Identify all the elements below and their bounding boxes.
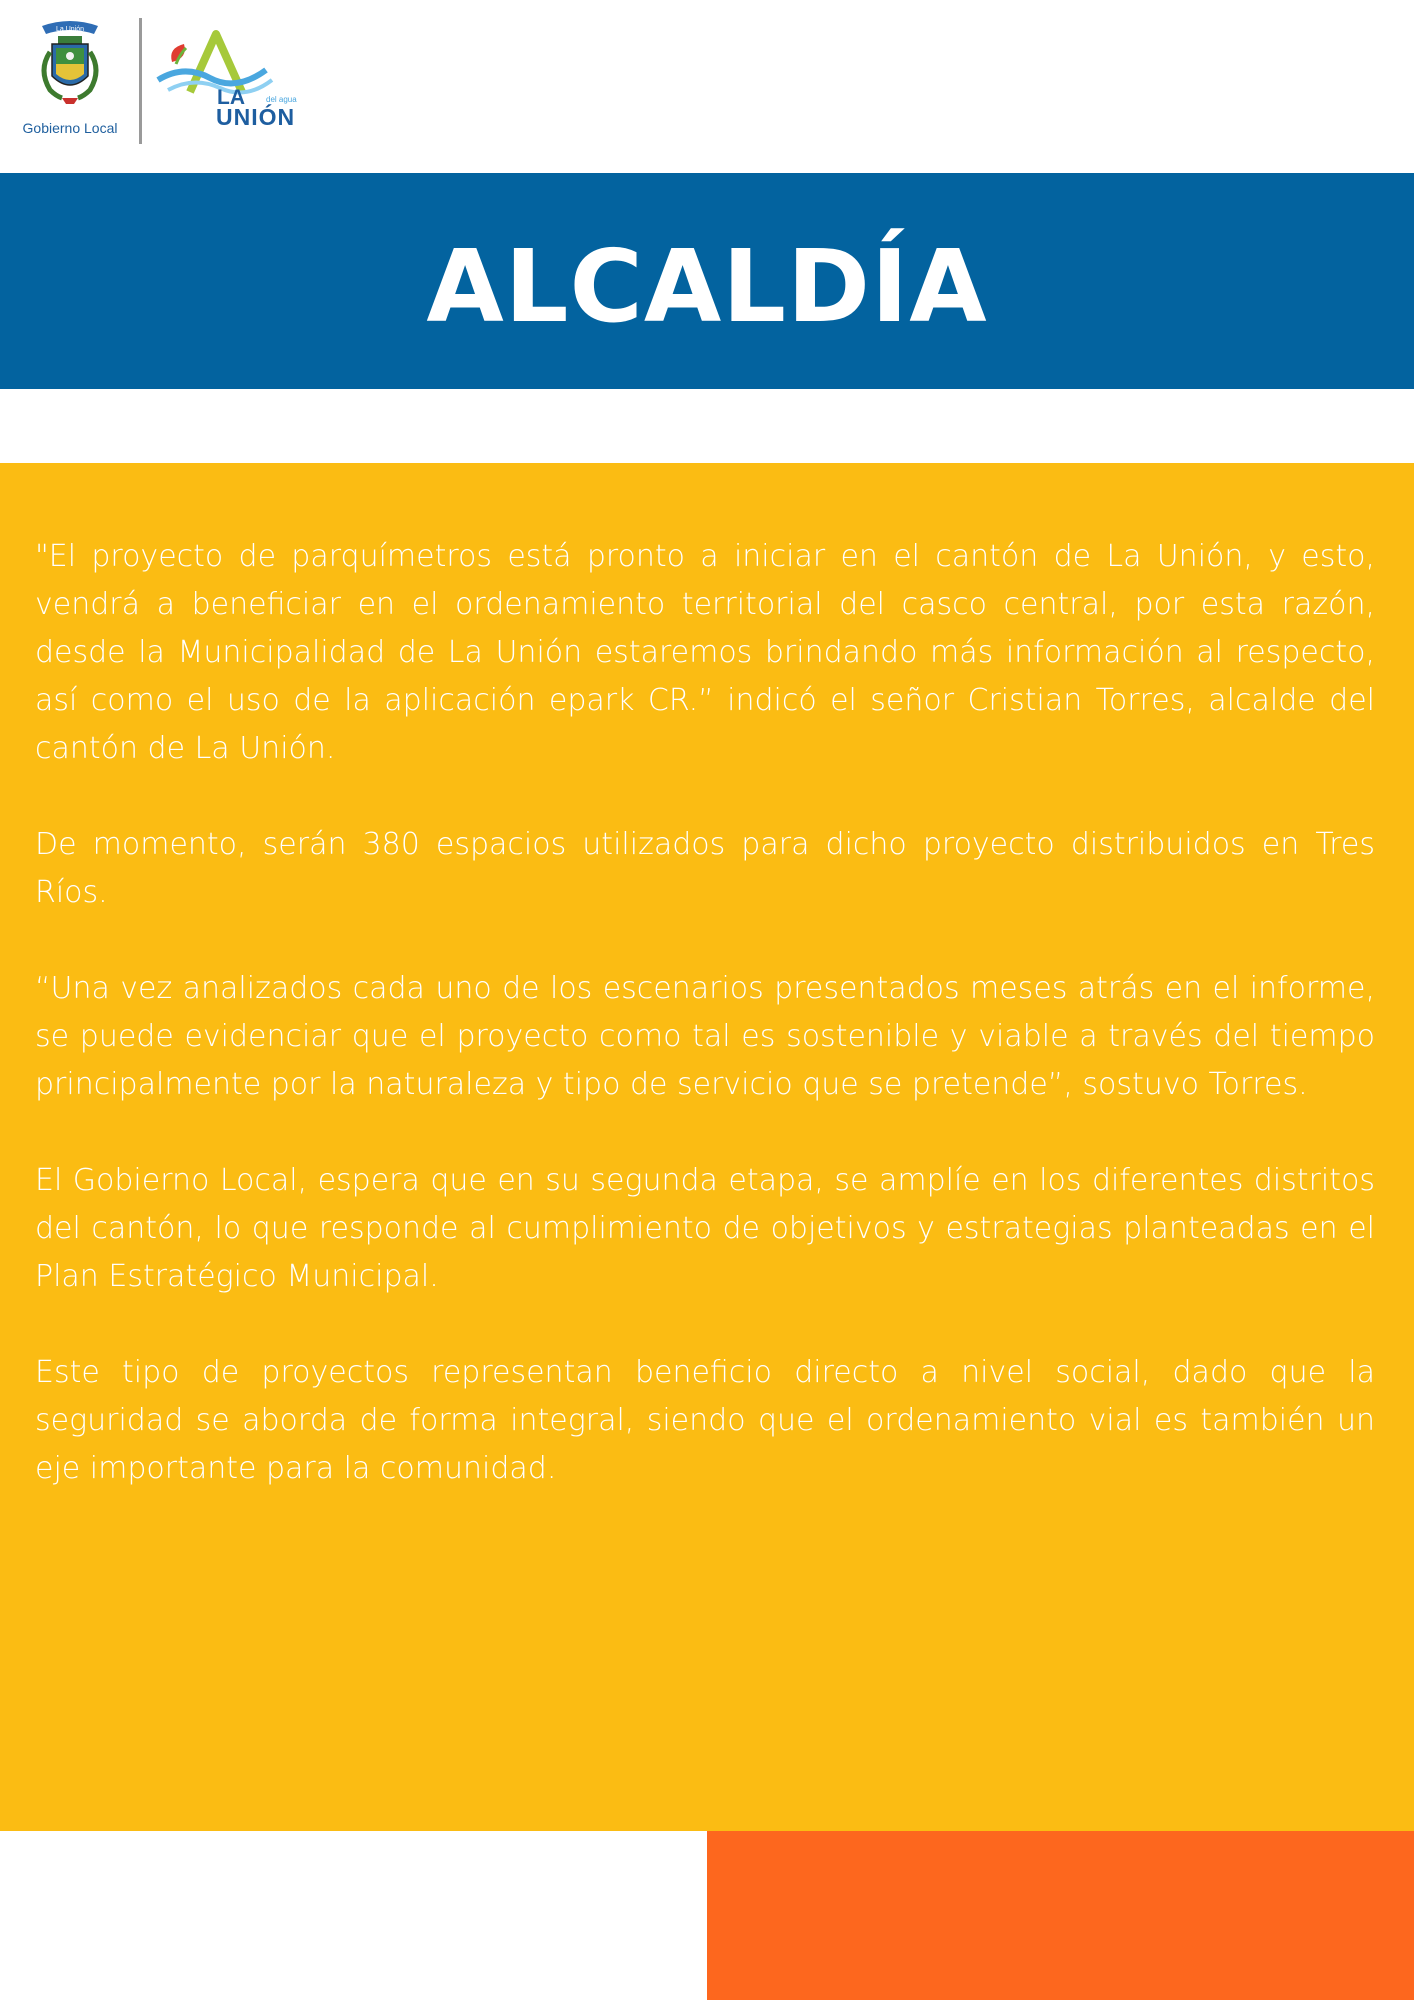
coat-of-arms-icon [32, 18, 108, 118]
paragraph-3: “Una vez analizados cada uno de los escenarios presentados meses atrás en el informe, se puede evidenciar que el proyecto como tal es sostenible y viable a través del tiempo principalmente por la naturaleza y tipo de servicio que se pretende”, sostuvo Torres. [35, 971, 1375, 1102]
paragraph-5: Este tipo de proyectos representan beneficio directo a nivel social, dado que la seguridad se aborda de forma integral, siendo que el ordenamiento vial es también un eje importante para la comunidad. [35, 1355, 1375, 1486]
brand-union-text: UNIÓN [216, 104, 296, 130]
crest-ribbon-text: La Unión [55, 26, 85, 33]
brand-la-text: LA [217, 86, 245, 109]
la-union-brand-logo [154, 28, 304, 132]
municipal-crest-logo [14, 18, 124, 138]
title-banner [0, 173, 1414, 389]
crest-label: Gobierno Local [22, 120, 118, 136]
page-title: ALCALDÍA [426, 227, 988, 345]
brand-delagua-text: del agua [266, 95, 297, 104]
paragraph-2: De momento, serán 380 espacios utilizados para dicho proyecto distribuidos en Tres Ríos. [35, 827, 1375, 910]
logo-divider [139, 18, 142, 144]
paragraph-4: El Gobierno Local, espera que en su segunda etapa, se amplíe en los diferentes distritos del cantón, lo que responde al cumplimiento de objetivos y estrategias planteadas en el Plan Estratégico Municipal. [35, 1163, 1375, 1294]
footer-accent-block [707, 1831, 1414, 2000]
article-panel [0, 463, 1414, 1831]
article-body [35, 533, 1375, 1541]
page-header [0, 0, 1414, 173]
paragraph-1: "El proyecto de parquímetros está pronto a iniciar en el cantón de La Unión, y esto, vendrá a beneficiar en el ordenamiento territorial del casco central, por esta razón, desde la Municipalidad de La Unión estaremos brindando más información al respecto, así como el uso de la aplicación epark CR.” indicó el señor Cristian Torres, alcalde del cantón de La Unión. [35, 539, 1375, 766]
